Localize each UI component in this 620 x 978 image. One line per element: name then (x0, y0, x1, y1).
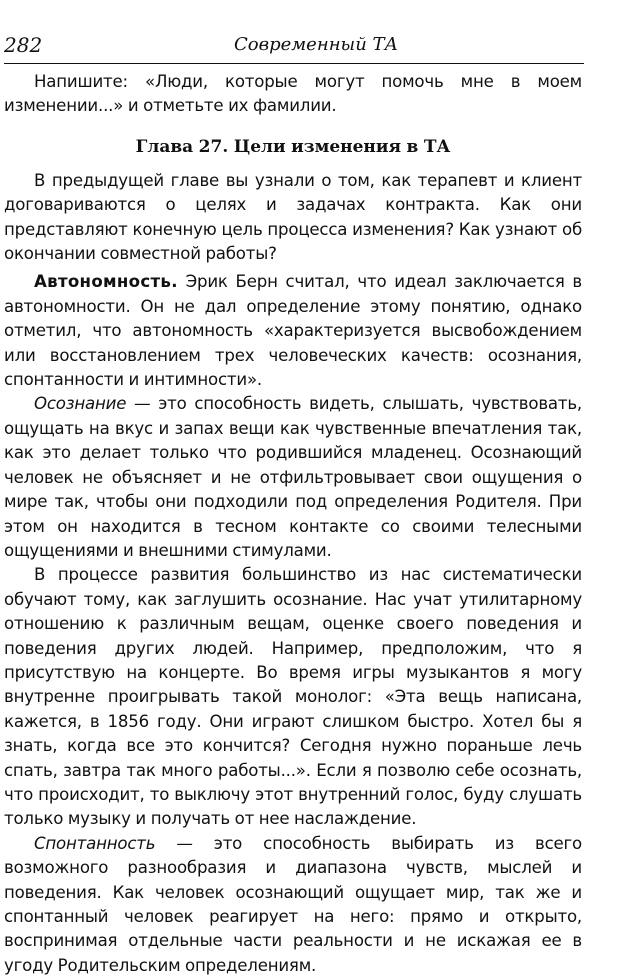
paragraph-awareness-text: — это способность видеть, слышать, чувствовать, ощущать на вкус и запах вещи как чувственные впечатления так, как это делает только что родившийся младенец. Осознающий человек не объясняет и не отфильтровывает свои ощущения о мире так, чтобы они подходили под определения Родителя. При этом он находится в тесном контакте со своими телесными ощущениями и внешними стимулами. (4, 394, 582, 560)
paragraph-awareness (4, 392, 582, 563)
running-title: Современный ТА (234, 34, 399, 55)
paragraph-spontaneity (4, 832, 582, 978)
term-spontaneity: Спонтанность (34, 833, 156, 853)
page-number: 282 (4, 33, 43, 57)
chapter-heading: Глава 27. Цели изменения в ТА (135, 136, 451, 157)
paragraph-spontaneity-text: — это способность выбирать из всего возможного разнообразия и диапазона чувств, мыслей и поведения. Как человек осознающий ощущает мир, так же и спонтанный человек реагирует на него: прямо и открыто, воспринимая отдельные части реальности и не искажая ее в угоду Родительским определениям. (4, 833, 582, 975)
paragraph-1: В предыдущей главе вы узнали о том, как терапевт и клиент договариваются о целях и задачах контракта. Как они представляют конечную цель процесса изменения? Как узнают об окончании совместной работы? (4, 170, 582, 264)
page-header (4, 30, 584, 60)
paragraph-autonomy (4, 270, 582, 392)
header-rule (4, 63, 584, 64)
term-awareness: Осознание (34, 394, 127, 414)
term-autonomy: Автономность. (34, 272, 178, 292)
paragraph-autonomy-text: Эрик Берн считал, что идеал заключается в автономности. Он не дал определение этому понятию, однако отметил, что автономность «характеризуется высвобождением или восстановлением трех человеческих качеств: осознания, спонтанности и интимности». (4, 272, 582, 390)
paragraph-4: В процессе развития большинство из нас систематически обучают тому, как заглушить осознание. Нас учат утилитарному отношению к различным вещам, оценке своего поведения и поведения других людей. Например, предположим, что я присутствую на концерте. Во время игры музыкантов я могу внутренне проигрывать такой монолог: «Эта вещь написана, кажется, в 1856 году. Они играют слишком быстро. Хотел бы я знать, когда все это кончится? Сегодня нужно пораньше лечь спать, завтра так много работы...». Если я позволю себе осознать, что происходит, то выключу этот внутренний голос, буду слушать только музыку и получать от нее наслаждение. (4, 565, 582, 829)
intro-paragraph: Напишите: «Люди, которые могут помочь мне в моем изменении...» и отметьте их фамилии. (4, 72, 582, 116)
page-body (4, 70, 582, 978)
